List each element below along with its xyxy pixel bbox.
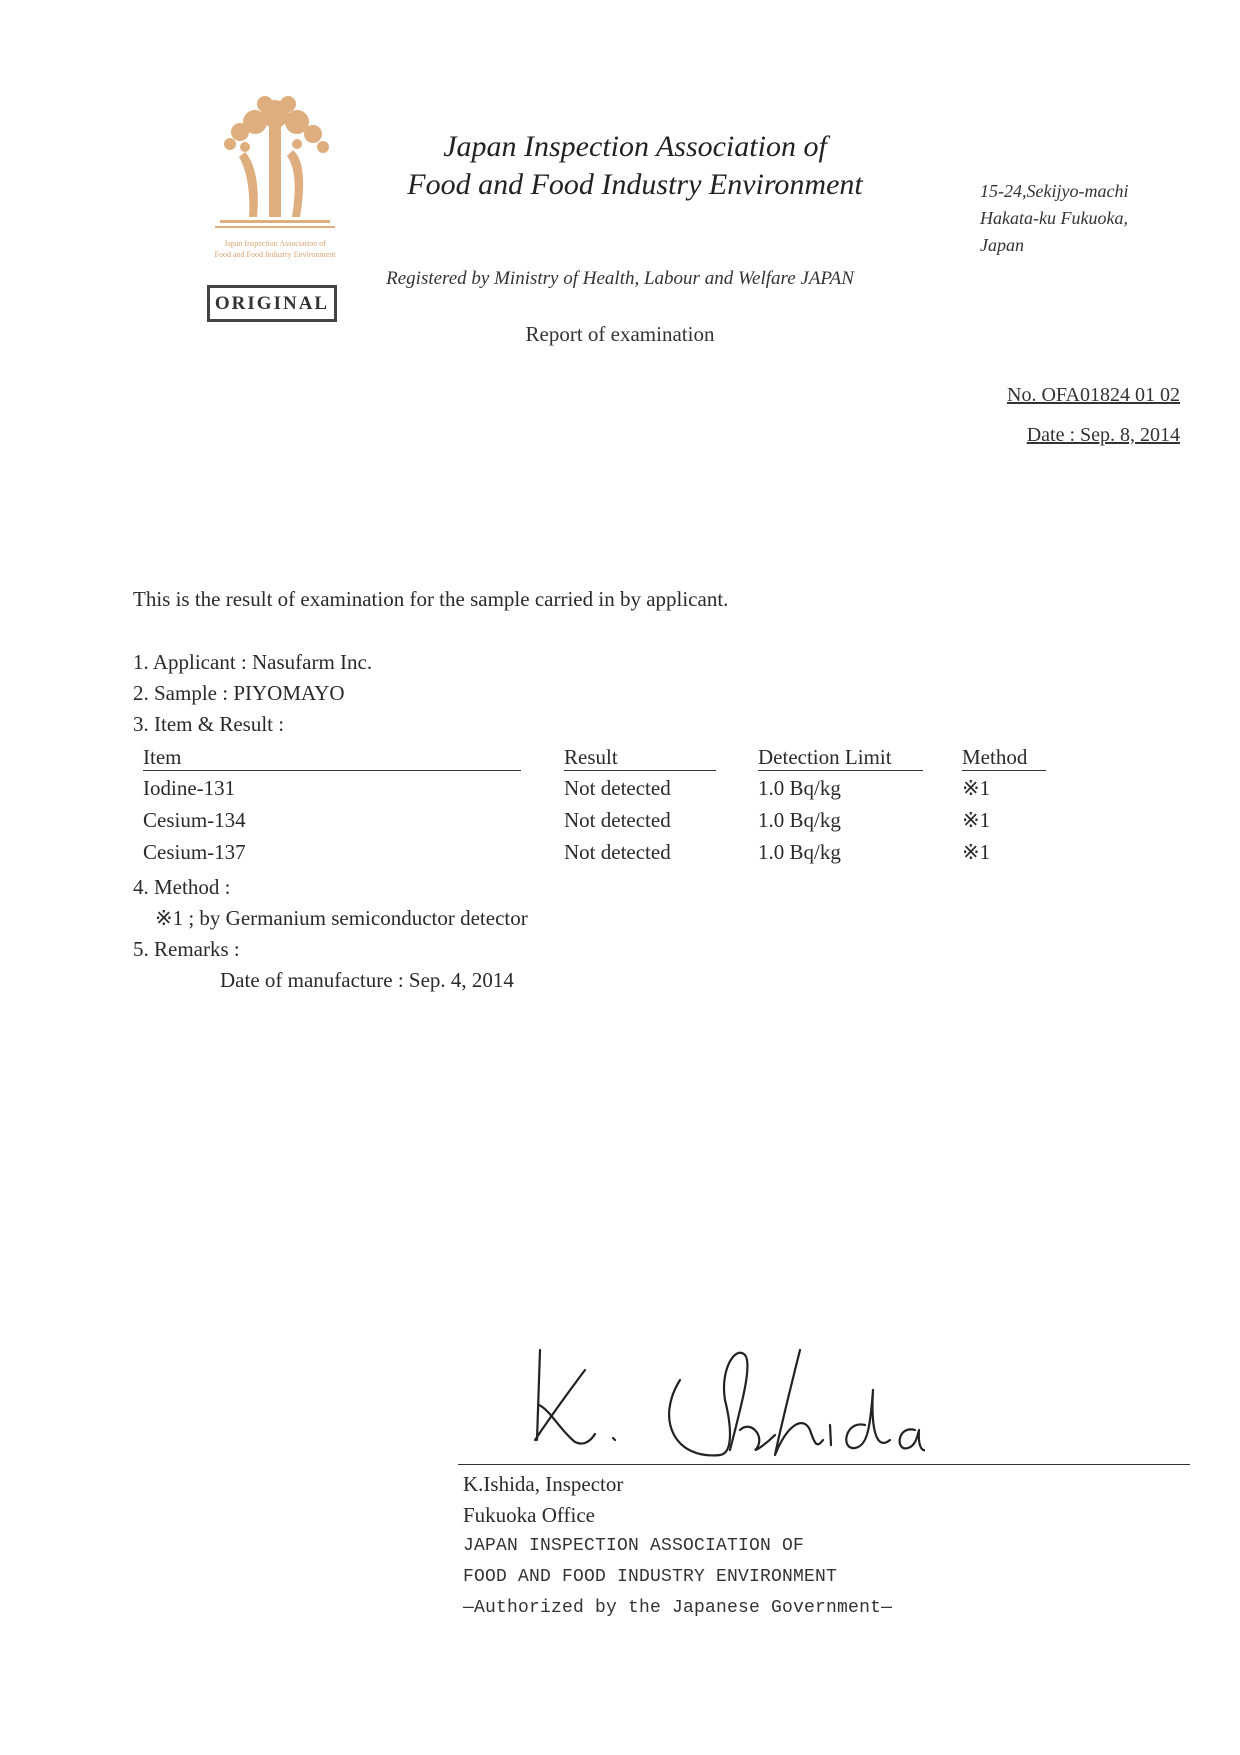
remarks-heading: 5. Remarks : [133, 937, 240, 961]
original-stamp: ORIGINAL [207, 285, 337, 322]
cell-method: ※1 [962, 776, 991, 800]
report-number: No. OFA01824 01 02 [1007, 384, 1180, 406]
method-heading: 4. Method : [133, 875, 231, 899]
intro-text: This is the result of examination for the sample carried in by applicant. [133, 587, 729, 611]
report-title: Report of examination [525, 322, 715, 346]
table-header-method: Method [962, 745, 1046, 771]
handwritten-signature [525, 1330, 925, 1470]
cell-limit: 1.0 Bq/kg [758, 808, 841, 832]
table-header-item: Item [143, 745, 521, 771]
sample-line: 2. Sample : PIYOMAYO [133, 681, 345, 705]
cell-item: Iodine-131 [143, 776, 236, 800]
registration-note: Registered by Ministry of Health, Labour and Welfare JAPAN [386, 268, 854, 289]
cell-result: Not detected [564, 840, 671, 864]
address: 15-24,Sekijyo-machi Hakata-ku Fukuoka, Japan [980, 181, 1129, 255]
table-row [0, 808, 1240, 836]
authorization-note: —Authorized by the Japanese Government— [463, 1598, 893, 1618]
logo-caption: Japan Inspection Association of Food and Food Industry Environment [214, 239, 336, 259]
cell-result: Not detected [564, 776, 671, 800]
cell-result: Not detected [564, 808, 671, 832]
cell-method: ※1 [962, 840, 991, 864]
cell-limit: 1.0 Bq/kg [758, 776, 841, 800]
inspector-name: K.Ishida, Inspector [463, 1472, 624, 1496]
table-row [0, 776, 1240, 804]
cell-item: Cesium-134 [143, 808, 246, 832]
table-row [0, 840, 1240, 868]
table-header-result: Result [564, 745, 716, 771]
table-header-detection-limit: Detection Limit [758, 745, 923, 771]
signature-line [458, 1464, 1190, 1465]
organization-name: Japan Inspection Association of Food and Food Industry Environment [407, 130, 863, 201]
cell-item: Cesium-137 [143, 840, 246, 864]
applicant-line: 1. Applicant : Nasufarm Inc. [133, 650, 373, 674]
item-result-heading: 3. Item & Result : [133, 712, 285, 736]
method-text: ※1 ; by Germanium semiconductor detector [155, 906, 528, 930]
cell-method: ※1 [962, 808, 991, 832]
report-date: Date : Sep. 8, 2014 [1026, 424, 1180, 446]
remarks-text: Date of manufacture : Sep. 4, 2014 [220, 968, 514, 992]
association-logo [205, 92, 345, 242]
signature-org-line2: FOOD AND FOOD INDUSTRY ENVIRONMENT [463, 1567, 838, 1587]
signature-org-line1: JAPAN INSPECTION ASSOCIATION OF [463, 1536, 805, 1556]
inspector-office: Fukuoka Office [463, 1503, 595, 1527]
cell-limit: 1.0 Bq/kg [758, 840, 841, 864]
